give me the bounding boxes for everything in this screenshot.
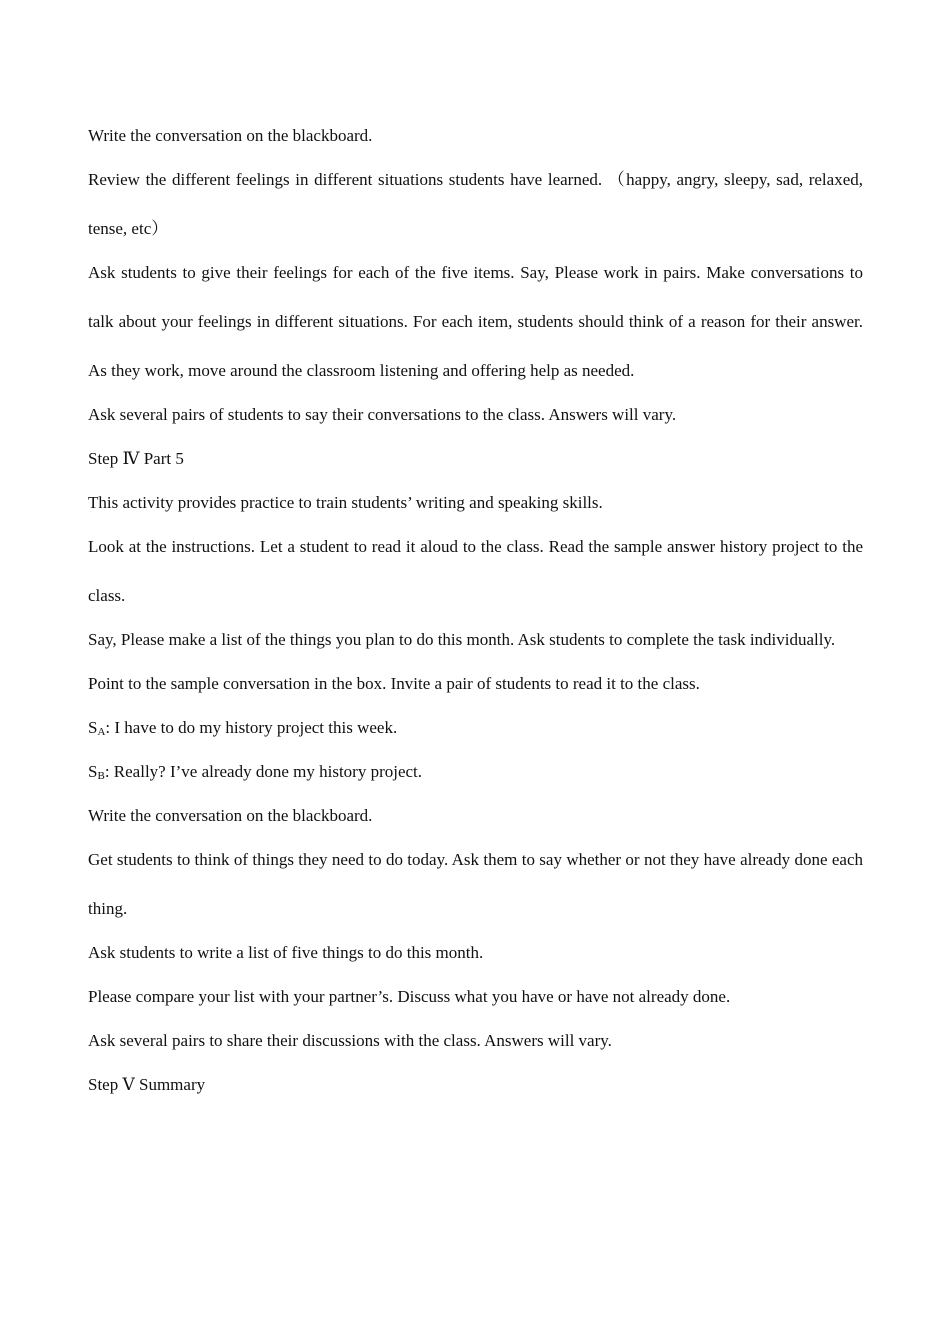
- paragraph-share-discussions: Ask several pairs to share their discussions with the class. Answers will vary.: [88, 1031, 612, 1050]
- paragraph-ask-pairs: Ask several pairs of students to say their conversations to the class. Answers will vary.: [88, 405, 677, 424]
- paragraph-compare-list: Please compare your list with your partner’s. Discuss what you have or have not already done.: [88, 987, 731, 1006]
- paragraph-things-today: Get students to think of things they need to do today. Ask them to say whether or not they have already done each thing.: [88, 850, 863, 918]
- document-page: [88, 123, 863, 1116]
- paragraph-activity-practice: This activity provides practice to train students’ writing and speaking skills.: [88, 493, 603, 512]
- paragraph-write-conversation-2: Write the conversation on the blackboard.: [88, 806, 373, 825]
- dialogue-text: : Really? I’ve already done my history project.: [104, 762, 423, 781]
- paragraph-instructions: Look at the instructions. Let a student to read it aloud to the class. Read the sample answer history project to the class.: [88, 537, 863, 605]
- paragraph-ask-feelings: Ask students to give their feelings for each of the five items. Say, Please work in pairs. Make conversations to talk about your feelings in different situations. For each item, students should think of a reason for their answer. As they work, move around the classroom listening and offering help as needed.: [88, 263, 863, 380]
- paragraph-review-feelings: Review the different feelings in different situations students have learned. （happy, angry, sleepy, sad, relaxed, tense, etc）: [88, 170, 863, 238]
- dialogue-text: : I have to do my history project this week.: [105, 718, 398, 737]
- heading-step-4: Step Ⅳ Part 5: [88, 449, 184, 468]
- speaker-subscript: A: [97, 726, 106, 738]
- speaker-label: S: [88, 762, 98, 781]
- paragraph-write-list: Ask students to write a list of five things to do this month.: [88, 943, 484, 962]
- dialogue-line-b: [88, 759, 863, 784]
- paragraph-make-list: Say, Please make a list of the things you plan to do this month. Ask students to complete the task individually.: [88, 630, 836, 649]
- heading-step-5: Step Ⅴ Summary: [88, 1075, 206, 1094]
- dialogue-line-a: [88, 715, 863, 740]
- speaker-label: S: [88, 718, 98, 737]
- speaker-subscript: B: [97, 770, 105, 782]
- paragraph-sample-conversation: Point to the sample conversation in the box. Invite a pair of students to read it to the class.: [88, 674, 700, 693]
- paragraph-write-conversation-1: Write the conversation on the blackboard.: [88, 126, 373, 145]
